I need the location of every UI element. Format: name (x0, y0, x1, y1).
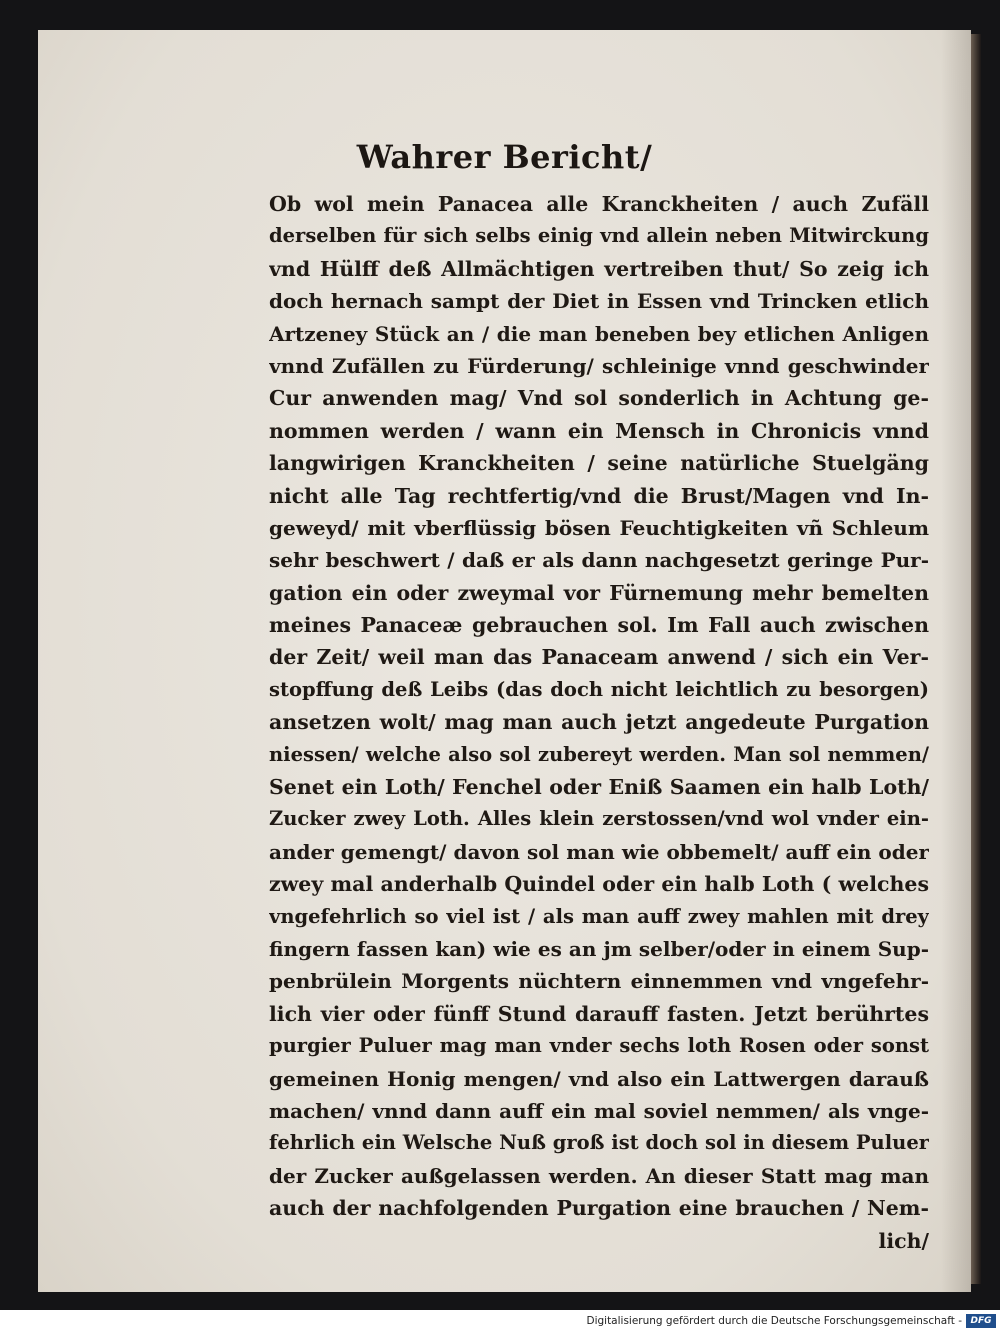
footer-bar (0, 1310, 1000, 1333)
text-line: derselben für sich selbs einig vnd allein neben Mitwirckung (269, 224, 929, 248)
text-line: Cur anwenden mag/ Vnd sol sonderlich in Achtung ge- (269, 386, 929, 411)
text-line: lich vier oder fünff Stund darauff fasten. Jetzt berührtes (269, 1001, 929, 1026)
funding-credit: Digitalisierung gefördert durch die Deutsche Forschungsgemeinschaft - (586, 1315, 962, 1327)
text-line: doch hernach sampt der Diet in Essen vnd Trincken etlich (269, 289, 929, 314)
text-line: nommen werden / wann ein Mensch in Chronicis vnnd (269, 418, 929, 443)
text-line: geweyd/ mit vberflüssig bösen Feuchtigkeiten vñ Schleum (269, 515, 929, 540)
text-line: zwey mal anderhalb Quindel oder ein halb Loth ( welches (269, 872, 929, 897)
text-line: stopffung deß Leibs (das doch nicht leichtlich zu besorgen) (269, 677, 929, 701)
book-page (38, 30, 971, 1292)
text-line: meines Panaceæ gebrauchen sol. Im Fall auch zwischen (269, 613, 929, 638)
text-line: Zucker zwey Loth. Alles klein zerstossen/vnd wol vnder ein- (269, 807, 929, 831)
body-text (269, 188, 929, 1257)
text-line: vnnd Zufällen zu Fürderung/ schleinige vnnd geschwinder (269, 353, 929, 378)
text-line: auch der nachfolgenden Purgation eine brauchen / Nem- (269, 1196, 929, 1221)
text-line: gation ein oder zweymal vor Fürnemung mehr bemelten (269, 580, 929, 605)
text-line: fingern fassen kan) wie es an jm selber/oder in einem Sup- (269, 936, 929, 961)
text-line: vnd Hülff deß Allmächtigen vertreiben thut/ So zeig ich (269, 256, 929, 281)
text-line: lich/ (878, 1228, 929, 1253)
text-line: Ob wol mein Panacea alle Kranckheiten / auch Zufäll (269, 192, 929, 216)
page-edge (971, 34, 981, 1284)
text-line: vngefehrlich so viel ist / als man auff zwey mahlen mit drey (269, 904, 929, 928)
text-line: fehrlich ein Welsche Nuß groß ist doch sol in diesem Puluer (269, 1131, 929, 1155)
text-line: ansetzen wolt/ mag man auch jetzt angedeute Purgation (269, 710, 929, 735)
text-line: nicht alle Tag rechtfertig/vnd die Brust/Magen vnd In- (269, 483, 929, 508)
text-line: penbrülein Morgents nüchtern einnemmen vnd vngefehr- (269, 969, 929, 994)
running-head: Wahrer Bericht/ (356, 138, 653, 176)
text-line: Artzeney Stück an / die man beneben bey etlichen Anligen (269, 321, 929, 346)
text-line: der Zucker außgelassen werden. An dieser Statt mag man (269, 1163, 929, 1188)
text-line: sehr beschwert / daß er als dann nachgesetzt geringe Pur- (269, 548, 929, 573)
gutter-shadow (941, 30, 971, 1292)
text-line: machen/ vnnd dann auff ein mal soviel nemmen/ als vnge- (269, 1098, 929, 1123)
text-line: gemeinen Honig mengen/ vnd also ein Lattwergen darauß (269, 1066, 929, 1091)
text-line: Senet ein Loth/ Fenchel oder Eniß Saamen ein halb Loth/ (269, 775, 929, 800)
dfg-logo-icon: DFG (966, 1314, 996, 1328)
text-line: ander gemengt/ davon sol man wie obbemelt/ auff ein oder (269, 839, 929, 864)
text-line: niessen/ welche also sol zubereyt werden. Man sol nemmen/ (269, 742, 929, 766)
text-line: langwirigen Kranckheiten / seine natürliche Stuelgäng (269, 451, 929, 476)
text-line: purgier Puluer mag man vnder sechs loth Rosen oder sonst (269, 1034, 929, 1058)
text-line: der Zeit/ weil man das Panaceam anwend / sich ein Ver- (269, 645, 929, 670)
